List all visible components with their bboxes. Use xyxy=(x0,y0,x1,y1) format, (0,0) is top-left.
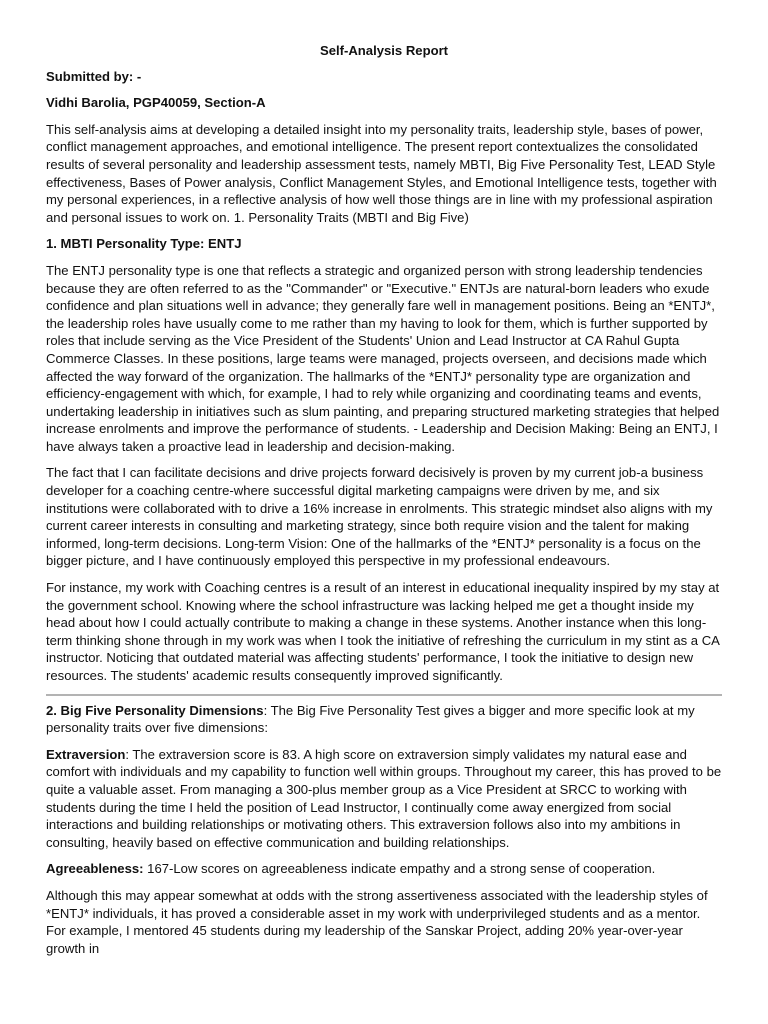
big-five-heading: 2. Big Five Personality Dimensions xyxy=(46,702,264,718)
intro-paragraph: This self-analysis aims at developing a detailed insight into my personality traits, leadership style, bases of power, conflict management approaches, and emotional intelligence. The present report contextualizes the consolidated results of several personality and leadership assessment tests, namely MBTI, Big Five Personality Test, LEAD Style effectiveness, Bases of Power analysis, Conflict Management Styles, and Emotional Intelligence tests, together with my personal experiences, in a reflective analysis of how well those things are in line with my professional aspiration and personal issues to work on. 1. Personality Traits (MBTI and Big Five) xyxy=(46,121,717,225)
report-title: Self-Analysis Report xyxy=(319,43,449,58)
submitted-by-label: Submitted by: - xyxy=(46,68,142,84)
agreeableness-continuation: Although this may appear somewhat at odds with the strong assertiveness associated with the leadership styles of *ENTJ* individuals, it has proved a considerable asset in my work with underprivileged students and as a mentor. For example, I mentored 45 students during my leadership of the Sanskar Project, adding 20% year-over-year growth in xyxy=(46,887,708,956)
mbti-heading: 1. MBTI Personality Type: ENTJ xyxy=(46,236,242,252)
extraversion-label: Extraversion xyxy=(46,746,126,762)
extraversion-text: : The extraversion score is 83. A high score on extraversion simply validates my natural ease and comfort with individuals and my capability to function well within groups. Throughout my career, this has proved to be quite a valuable asset. From managing a 300-plus member group as a Vice President at SRCC to working with students during the time I held the position of Lead Instructor, I continually come away energized from social interactions and building relationships or motivating others. This extraversion follows also into my ambitions in consulting, heavily based on effective communication and building relationships. xyxy=(46,746,722,850)
extraversion-paragraph xyxy=(46,746,722,852)
section-divider xyxy=(46,694,722,696)
mbti-paragraph-1: The ENTJ personality type is one that reflects a strategic and organized person with strong leadership tendencies because they are often referred to as the "Commander" or "Executive." ENTJs are natural-born leaders who exude confidence and plan situations well in advance; they generally fare well in management positions. Being an *ENTJ*, the leadership roles have usually come to me rather than my having to look for them, which is further supported by roles that include serving as the Vice President of the Students' Union and Lead Instructor at CA Rahul Gupta Commerce Classes. In these positions, large teams were managed, projects overseen, and decisions made which affected the way forward of the organization. The hallmarks of the *ENTJ* personality type are organization and efficiency-engagement with which, for example, I had to rely while organizing and coordinating teams and events, undertaking leadership in initiatives such as slum painting, and preparing structured marketing strategies that helped increase enrolments and improve the performance of students. - Leadership and Decision Making: Being an ENTJ, I have always taken a proactive lead in leadership and decision-making. xyxy=(46,262,720,454)
author-line: Vidhi Barolia, PGP40059, Section-A xyxy=(46,95,266,111)
agreeableness-label: Agreeableness: xyxy=(46,861,144,877)
mbti-paragraph-3: For instance, my work with Coaching centres is a result of an interest in educational inequality inspired by my stay at the government school. Knowing where the school infrastructure was lacking helped me get a thought inside my head about how I could actually contribute to making a change in these systems. Another instance when this long-term thinking shone through in my work was when I took the initiative of refreshing the curriculum in my stint as a CA instructor. Noticing that outdated material was affecting students' performance, I took the initiative to design new resources. The students' academic results consequently improved significantly. xyxy=(46,580,720,683)
agreeableness-paragraph xyxy=(46,860,722,878)
big-five-heading-rest: : The Big Five Personality Test gives a bigger and more specific look at my personality traits over five dimensions: xyxy=(46,702,695,736)
agreeableness-text: 167-Low scores on agreeableness indicate empathy and a strong sense of cooperation. xyxy=(143,861,656,877)
big-five-intro xyxy=(46,702,722,737)
mbti-paragraph-2: The fact that I can facilitate decisions and drive projects forward decisively is proven by my current job-a business developer for a coaching centre-where successful digital marketing campaigns were driven by me, and six institutions were collaborated with to drive a 16% increase in enrolments. This strategic mindset also aligns with my current career interests in consulting and marketing strategy, since both require vision and the talent for making informed, long-term decisions. Long-term Vision: One of the hallmarks of the *ENTJ* personality is a focus on the bigger picture, and I have continuously employed this perspective in my professional endeavours. xyxy=(46,465,713,569)
